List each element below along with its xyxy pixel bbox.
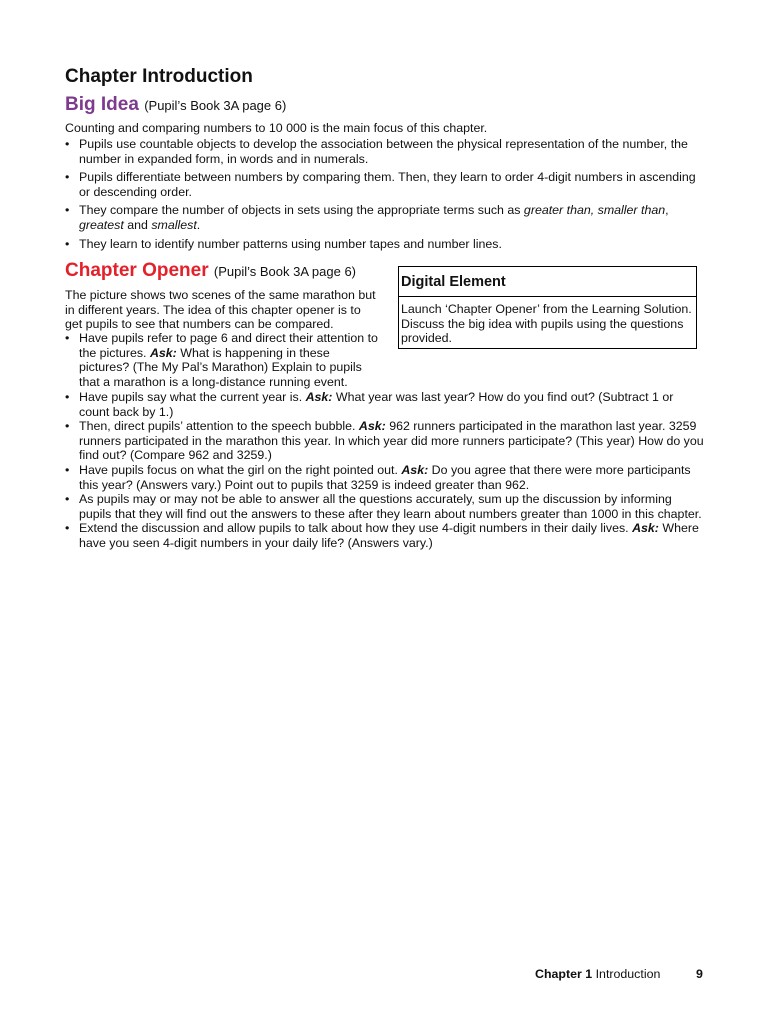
chapter-opener-list-narrow [65,331,383,389]
ask-label: Ask: [358,419,386,434]
chapter-opener-list [65,390,705,551]
list-item [65,390,705,419]
ask-label: Ask: [632,521,659,536]
list-item [65,419,705,463]
term-greater-smaller: greater than, smaller than [523,203,666,218]
list-item-text: , [665,203,669,218]
page-title: Chapter Introduction [65,66,253,87]
chapter-opener-reference: (Pupil’s Book 3A page 6) [213,264,357,279]
list-item: • As pupils may or may not be able to answer all the questions accurately, sum up the discussion by informing pupils that they will find out the answers to these after they learn about numbers greater than 1000 in this chapter. [65,492,705,521]
list-item-text: Where have you seen 4-digit numbers in your daily life? (Answers vary.) [79,521,699,550]
term-greatest: greatest [79,217,124,232]
list-item [65,521,705,550]
big-idea-intro: Counting and comparing numbers to 10 000 is the main focus of this chapter. [65,121,488,135]
list-item-text: 962 runners participated in the marathon last year. 3259 runners participated in the marathon this year. In which year did more runners participate? (This year) How do you find out? (Compare 962 and 3259.) [79,419,704,463]
list-item-text: Then, direct pupils’ attention to the speech bubble. [79,419,359,434]
list-item [65,463,705,492]
page-number: 9 [696,967,703,981]
ask-label: Ask: [305,390,333,404]
footer-chapter: Chapter 1 [535,967,593,981]
chapter-opener-intro: The picture shows two scenes of the same marathon but in different years. The idea of this chapter opener is to get pupils to see that numbers can be compared. [65,288,376,332]
list-item-text: Have pupils refer to page 6 and direct their attention to the pictures. [79,331,378,360]
list-item: • Pupils use countable objects to develop the association between the physical representation of the number, the number in expanded form, in words and in numerals. [65,137,705,166]
list-item [65,331,383,389]
list-item [65,203,705,232]
list-item-text: What is happening in these pictures? (The My Pal’s Marathon) Explain to pupils that a marathon is a long-distance running event. [79,345,362,389]
term-smallest: smallest [151,217,197,232]
ask-label: Ask: [401,462,429,477]
digital-element-body: Launch ‘Chapter Opener’ from the Learning Solution. Discuss the big idea with pupils using the questions provided. [401,302,692,346]
big-idea-list [65,137,705,255]
big-idea-title: Big Idea [65,94,139,115]
digital-element-box [398,266,697,349]
chapter-opener-heading [65,260,356,282]
list-item-text: Have pupils focus on what the girl on the right pointed out. [79,462,402,477]
list-item-text: What year was last year? How do you find out? (Subtract 1 or count back by 1.) [79,390,674,419]
list-item-text: They compare the number of objects in sets using the appropriate terms such as [79,203,524,218]
list-item-text: . [196,217,201,232]
ask-label: Ask: [149,345,177,360]
digital-element-title: Digital Element [399,267,696,297]
list-item-text: and [123,217,152,232]
list-item-text: Extend the discussion and allow pupils to talk about how they use 4-digit numbers in their daily lives. [79,521,633,536]
list-item: • They learn to identify number patterns using number tapes and number lines. [65,237,705,252]
list-item-text: Do you agree that there were more participants this year? (Answers vary.) Point out to pupils that 3259 is indeed greater than 962. [79,462,691,492]
footer-section: Introduction [595,967,661,981]
list-item-text: Have pupils say what the current year is. [79,390,306,404]
list-item: • Pupils differentiate between numbers by comparing them. Then, they learn to order 4-digit numbers in ascending or descending order. [65,170,705,199]
chapter-opener-title: Chapter Opener [65,260,209,281]
page-footer [535,967,703,981]
big-idea-heading [65,94,286,116]
big-idea-reference: (Pupil’s Book 3A page 6) [144,98,287,113]
